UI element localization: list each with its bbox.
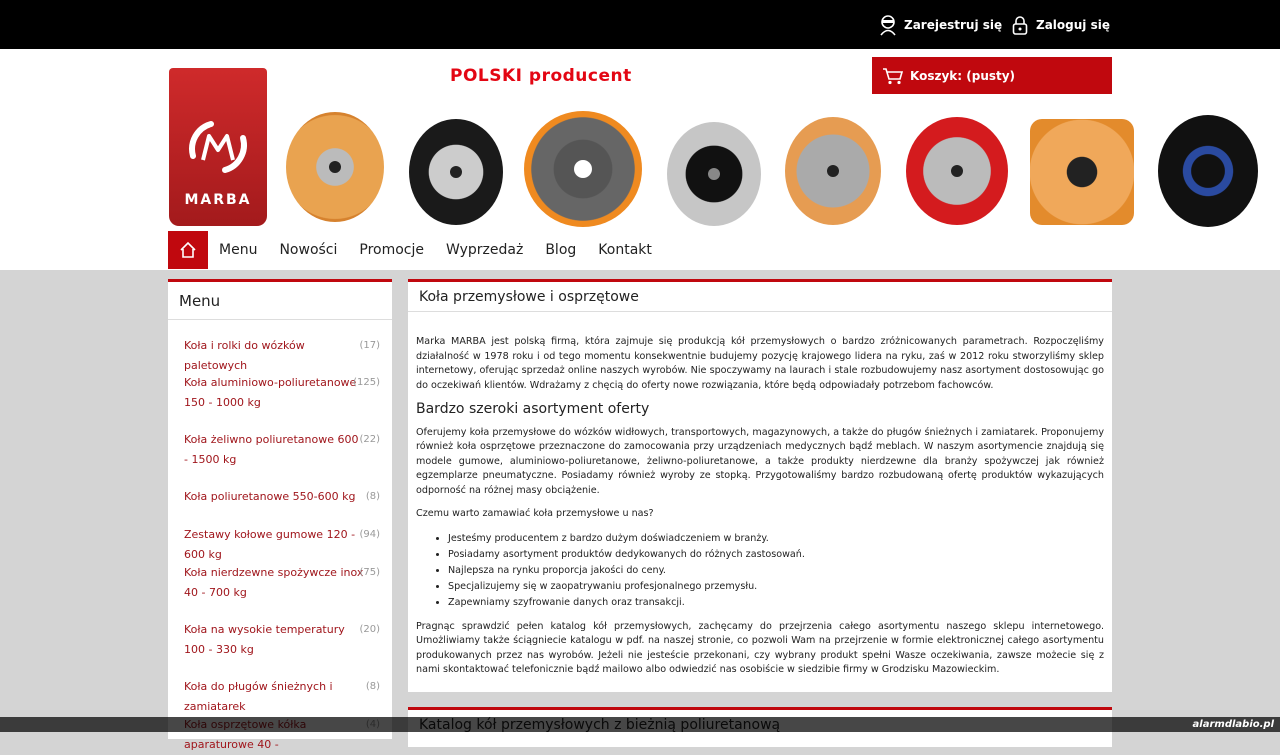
list-item: • Specjalizujemy się w zaopatrywaniu profesjonalnego przemysłu.	[448, 579, 1104, 595]
catalog-paragraph: Pragnąc sprawdzić pełen katalog kół przemysłowych, zachęcamy do przejrzenia całego asortymentu naszego sklepu internetowego. Umożliwiamy także ściągniecie katalogu w pdf. na naszej stronie, co pozwoli Wam na przejrzenie w formie elektronicznej całego asortymentu produkowanych przez nas wyrobów. Jeżeli nie jesteście przekonani, czy wybrany produkt spełni Wasze oczekiwania, zawsze możecie się z nami skontaktować telefonicznie bądź mailowo albo odwiedzić nas osobiście w siedzibie firmy w Grodzisku Mazowieckim.	[416, 620, 1104, 675]
category-item[interactable]	[184, 373, 380, 413]
cart-label: Koszyk: (pusty)	[910, 68, 1016, 83]
content-body	[416, 335, 1104, 687]
header	[0, 49, 1280, 270]
category-count: (8)	[365, 681, 380, 692]
category-count: (125)	[353, 377, 380, 388]
nav-item-menu[interactable]: Menu	[219, 242, 258, 258]
list-item: • Zapewniamy szyfrowanie danych oraz transakcji.	[448, 595, 1104, 611]
category-item[interactable]	[184, 430, 380, 470]
register-label: Zarejestruj się	[904, 17, 1003, 32]
list-item: • Najlepsza na rynku proporcja jakości do ceny.	[448, 563, 1104, 579]
watermark: alarmdlabio.pl	[1192, 719, 1274, 730]
wheel-image	[785, 117, 881, 225]
category-count: (75)	[359, 567, 380, 578]
why-paragraph: Czemu warto zamawiać koła przemysłowe u nas?	[416, 508, 654, 519]
wheel-image	[409, 119, 503, 225]
logo-text: MARBA	[184, 192, 252, 208]
offer-paragraph: Oferujemy koła przemysłowe do wózków widłowych, transportowych, magazynowych, a także do pługów śnieżnych i zamiatarek. Proponujemy również koła osprzętowe przeznaczone do zamocowania przy urządzeniach medycznych bądź meblach. W naszym asortymencie znajdują się modele gumowe, aluminiowo-poliuretanowe, żeliwno-poliuretanowe, a także produkty nierdzewne dla branży spożywczej jak również egzemplarze pneumatyczne. Posiadamy również wyroby ze stopką. Przygotowaliśmy bardzo rozbudowaną ofertę produktów wykazujących odporność na różnej masy obciążenie.	[416, 426, 1104, 496]
main-nav	[168, 231, 674, 269]
wheel-image	[1030, 119, 1134, 225]
category-label: Koła żeliwno poliuretanowe 600 - 1500 kg	[184, 433, 359, 466]
wheel-image	[1158, 115, 1258, 227]
category-label: aparaturowe 40 -	[184, 738, 279, 751]
top-bar	[0, 0, 1280, 49]
user-icon	[880, 14, 896, 36]
category-item[interactable]	[184, 525, 380, 565]
login-link[interactable]	[1012, 0, 1110, 49]
register-link[interactable]	[880, 0, 1002, 49]
sidebar-title: Menu	[168, 282, 392, 320]
section-heading: Bardzo szeroki asortyment oferty	[416, 401, 650, 417]
wheel-image	[286, 112, 384, 222]
marba-logo-icon	[183, 112, 253, 182]
login-label: Zaloguj się	[1036, 17, 1110, 32]
lock-icon	[1012, 15, 1028, 35]
category-label: Zestawy kołowe gumowe 120 - 600 kg	[184, 528, 356, 561]
cart-button[interactable]	[872, 57, 1112, 94]
home-icon	[179, 241, 197, 259]
category-item[interactable]	[184, 563, 380, 603]
list-item: • Jesteśmy producentem z bardzo dużym doświadczeniem w branży.	[448, 531, 1104, 547]
intro-paragraph: Marka MARBA jest polską firmą, która zajmuje się produkcją kół przemysłowych o bardzo zróżnicowanych parametrach. Rozpoczęliśmy działalność w 1978 roku i od tego momentu konsekwentnie budujemy pozycję krajowego lidera na ryku, zaś w 2012 roku stworzyliśmy sklep internetowy, oferując sprzedaż online naszych wyrobów. Nie spoczywamy na laurach i stale rozbudowujemy nasz asortyment dostosowując go do oczekiwań klientów. Wdrażamy z chęcią do oferty nowe rozwiązania, które będą odpowiadały potrzebom fachowców.	[416, 336, 1104, 391]
category-item[interactable]	[184, 336, 380, 376]
sidebar	[168, 279, 392, 751]
home-button[interactable]	[168, 231, 208, 269]
wheel-image	[667, 122, 761, 226]
wheel-image	[906, 117, 1008, 225]
category-item[interactable]	[184, 677, 380, 717]
main-content	[408, 279, 1112, 692]
category-count: (20)	[359, 624, 380, 635]
nav-item-promotions[interactable]: Promocje	[359, 242, 425, 258]
category-item[interactable]	[184, 487, 380, 507]
benefits-list	[448, 531, 1104, 611]
tagline: POLSKI producent	[450, 66, 632, 86]
cart-icon	[882, 67, 904, 85]
wheel-image	[524, 111, 642, 227]
nav-item-contact[interactable]: Kontakt	[598, 242, 652, 258]
category-label: Koła na wysokie temperatury 100 - 330 kg	[184, 623, 345, 656]
nav-item-sale[interactable]: Wyprzedaż	[446, 242, 524, 258]
category-label: Koła aluminiowo-poliuretanowe 150 - 1000 kg	[184, 376, 357, 409]
category-label: Koła nierdzewne spożywcze inox 40 - 700 kg	[184, 566, 364, 599]
category-count: (17)	[359, 340, 380, 351]
content-title: Koła przemysłowe i osprzętowe	[408, 282, 1112, 312]
nav-item-blog[interactable]: Blog	[545, 242, 577, 258]
category-count: (94)	[359, 529, 380, 540]
category-label: Koła do pługów śnieżnych i zamiatarek	[184, 680, 333, 713]
category-count: (8)	[365, 491, 380, 502]
category-item[interactable]	[184, 620, 380, 660]
nav-item-news[interactable]: Nowości	[279, 242, 338, 258]
bottom-bar	[0, 717, 1280, 732]
list-item: • Posiadamy asortyment produktów dedykowanych do różnych zastosowań.	[448, 547, 1104, 563]
logo[interactable]	[169, 68, 267, 226]
category-label: Koła poliuretanowe 550-600 kg	[184, 490, 356, 503]
category-count: (22)	[359, 434, 380, 445]
category-label: Koła i rolki do wózków paletowych	[184, 339, 305, 372]
